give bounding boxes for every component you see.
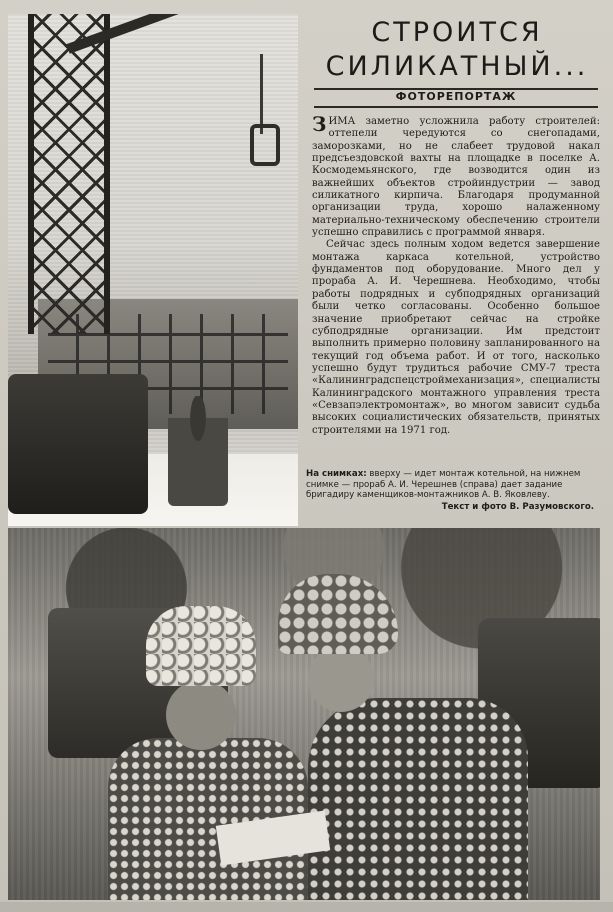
crane-hook-icon	[250, 124, 280, 166]
photo-foreman-and-brigadier	[8, 528, 600, 900]
caption-lead: На снимках:	[306, 469, 367, 479]
paragraph-text: ИМА заметно усложнила работу строителей: оттепели чередуются со снегопадами, заморозками, но не слабеет трудовой накал предсъездовской вахты на площадке в поселке А. Космодемьянского, где возводится один из важнейших объектов стройиндустрии — завод силикатного кирпича. Благодаря продуманной организации труда, хорошо налаженному материально-техническому обеспечению строители успешно справились с программой января.	[312, 116, 600, 239]
headline-line2: СИЛИКАТНЫЙ...	[325, 51, 589, 82]
page-edge	[0, 902, 613, 912]
headline-line1: СТРОИТСЯ	[371, 17, 543, 48]
article-paragraph: Сейчас здесь полным ходом ведется завершение монтажа каркаса котельной, устройство фундаментов под оборудование. Много дел у прораба А. И. Черешнева. Необходимо, чтобы работы подрядных и субподрядных организаций были четко согласованы. Особенно большое значение приобретают сейчас на стройке субподрядные организации. Им предстоит выполнить примерно половину запланированного на текущий год объема работ. И от того, насколько успешно будут трудиться рабочие СМУ-7 треста «Калининградспецстроймеханизация», специалисты Калининградского монтажного управления треста «Севзапэлектромонтаж», во многом зависит судьба высоких социалистических обязательств, принятых строителями на 1971 год.	[312, 239, 600, 436]
photo-crane-construction	[8, 14, 298, 526]
kicker: ФОТОРЕПОРТАЖ	[395, 90, 517, 103]
photo-credit: Текст и фото В. Разумовского.	[441, 501, 594, 512]
brigadier-face	[166, 680, 236, 750]
headline	[312, 16, 602, 84]
worker-figure	[168, 396, 228, 506]
article-body	[312, 112, 600, 437]
crane-cable	[260, 54, 263, 134]
caption-body: вверху — идет монтаж котельной, на нижнем снимке — прораб А. И. Черешнев (справа) дает задание бригадиру каменщиков-монтажников А. В. Яковлеву.	[306, 469, 581, 501]
photo-captions	[306, 469, 602, 512]
caption-text	[306, 469, 602, 501]
rule-bottom	[314, 106, 598, 108]
article-paragraph	[312, 112, 600, 239]
fur-hat-icon	[146, 606, 256, 686]
foreman-coat	[308, 698, 528, 900]
dropcap: З	[312, 112, 327, 136]
foreman-face	[308, 646, 374, 712]
crane-mast	[28, 14, 110, 334]
crane-truck	[8, 374, 148, 514]
